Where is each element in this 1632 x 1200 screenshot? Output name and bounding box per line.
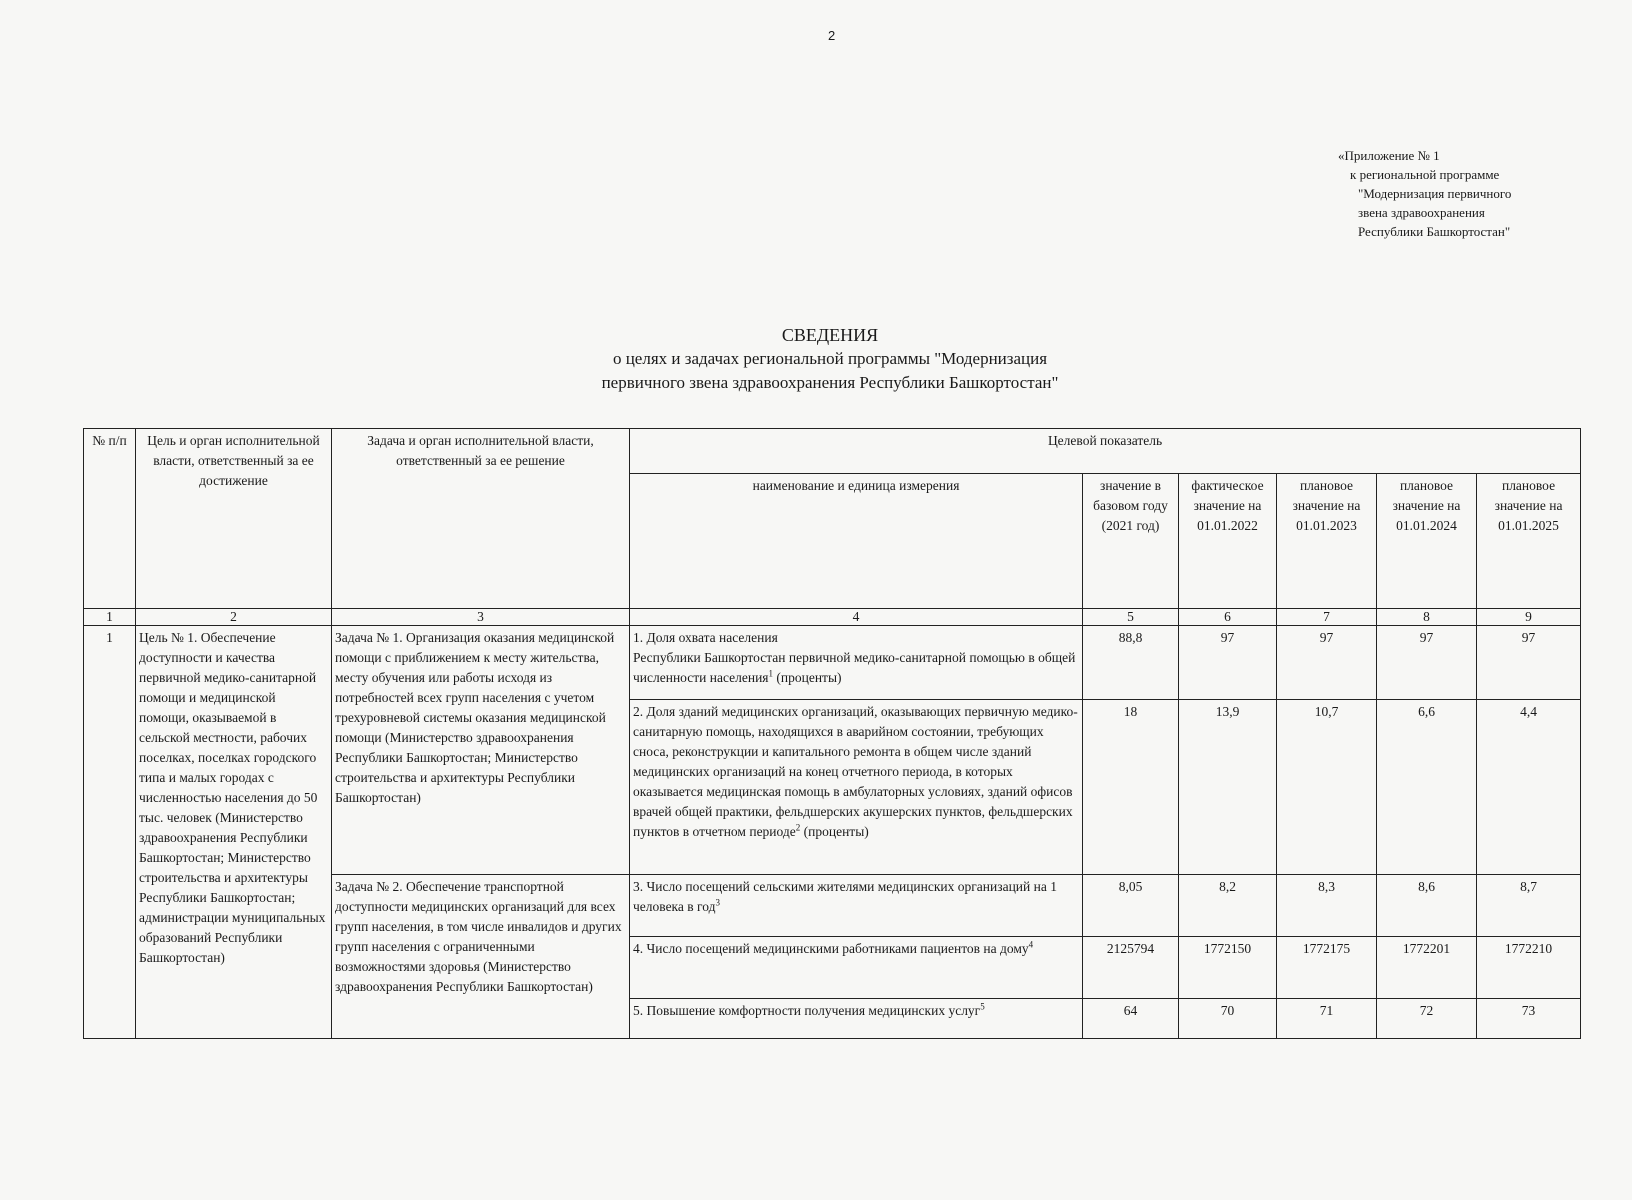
appendix-line-3: "Модернизация первичного <box>1358 186 1512 201</box>
header-base: значение в базовом году (2021 год) <box>1083 474 1179 609</box>
appendix-line-4: звена здравоохранения <box>1358 205 1485 220</box>
header-fact-2022: фактическое значение на 01.01.2022 <box>1179 474 1277 609</box>
indicator-1-base: 88,8 <box>1083 626 1179 700</box>
indicator-2-name <box>630 700 1083 875</box>
indicator-4-plan-2024: 1772201 <box>1377 937 1477 999</box>
appendix-note <box>1338 146 1511 241</box>
indicator-3-plan-2023: 8,3 <box>1277 875 1377 937</box>
indicator-1-fact-2022: 97 <box>1179 626 1277 700</box>
goal-cell: Цель № 1. Обеспечение доступности и качества первичной медико-санитарной помощи и медицинской помощи, оказываемой в сельской местности, рабочих поселках, поселках городского типа и малых городах с численностью населения до 50 тыс. человек (Министерство здравоохранения Республики Башкортостан; Министерство строительства и архитектуры Республики Башкортостан; администрации муниципальных образований Республики Башкортостан) <box>136 626 332 1039</box>
indicator-3-name-text: 3. Число посещений сельскими жителями медицинских организаций на 1 человека в год <box>633 879 1057 914</box>
header-task: Задача и орган исполнительной власти, ответственный за ее решение <box>332 429 630 609</box>
indicator-3-fact-2022: 8,2 <box>1179 875 1277 937</box>
task-1-cell: Задача № 1. Организация оказания медицинской помощи с приближением к месту жительства, месту обучения или работы исходя из потребностей всех групп населения с учетом трехуровневой системы оказания медицинской помощи (Министерство здравоохранения Республики Башкортостан; Министерство строительства и архитектуры Республики Башкортостан) <box>332 626 630 875</box>
indicator-3-name <box>630 875 1083 937</box>
indicator-4-plan-2025: 1772210 <box>1477 937 1581 999</box>
indicator-5-plan-2023: 71 <box>1277 999 1377 1039</box>
indicator-5-fact-2022: 70 <box>1179 999 1277 1039</box>
title-line-3: первичного звена здравоохранения Республики Башкортостан" <box>601 373 1059 392</box>
indicator-3-base: 8,05 <box>1083 875 1179 937</box>
indicator-5-name-text: 5. Повышение комфортности получения медицинских услуг <box>633 1003 981 1018</box>
header-plan-2025: плановое значение на 01.01.2025 <box>1477 474 1581 609</box>
footnote-ref: 4 <box>1028 939 1034 950</box>
column-number-row <box>84 609 1581 626</box>
column-number: 1 <box>84 609 136 626</box>
indicator-1-unit: (проценты) <box>773 670 842 685</box>
indicator-3-plan-2025: 8,7 <box>1477 875 1581 937</box>
indicator-4-plan-2023: 1772175 <box>1277 937 1377 999</box>
indicator-4-base: 2125794 <box>1083 937 1179 999</box>
appendix-line-1: «Приложение № 1 <box>1338 148 1440 163</box>
column-number: 3 <box>332 609 630 626</box>
indicator-1-plan-2024: 97 <box>1377 626 1477 700</box>
appendix-line-5: Республики Башкортостан" <box>1358 224 1511 239</box>
indicator-1-name-b: Республики Башкортостан первичной медико-санитарной помощью в общей численности населения <box>633 650 1076 685</box>
page-number: 2 <box>828 28 836 43</box>
footnote-ref: 5 <box>980 1001 985 1012</box>
footnote-ref: 2 <box>795 822 801 833</box>
table-row <box>84 626 1581 700</box>
indicator-3-plan-2024: 8,6 <box>1377 875 1477 937</box>
footnote-ref: 1 <box>768 668 774 679</box>
column-number: 9 <box>1477 609 1581 626</box>
indicator-2-fact-2022: 13,9 <box>1179 700 1277 875</box>
column-number: 2 <box>136 609 332 626</box>
document-title <box>0 323 1632 395</box>
column-number: 8 <box>1377 609 1477 626</box>
indicator-5-name <box>630 999 1083 1039</box>
indicator-2-plan-2024: 6,6 <box>1377 700 1477 875</box>
header-plan-2024: плановое значение на 01.01.2024 <box>1377 474 1477 609</box>
header-row-1 <box>84 429 1581 474</box>
indicator-1-name <box>630 626 1083 700</box>
goals-table <box>83 428 1581 1039</box>
indicator-5-base: 64 <box>1083 999 1179 1039</box>
header-indicator-group: Целевой показатель <box>630 429 1581 474</box>
column-number: 4 <box>630 609 1083 626</box>
column-number: 6 <box>1179 609 1277 626</box>
header-name: наименование и единица измерения <box>630 474 1083 609</box>
indicator-5-plan-2024: 72 <box>1377 999 1477 1039</box>
indicator-4-fact-2022: 1772150 <box>1179 937 1277 999</box>
row-number: 1 <box>84 626 136 1039</box>
indicator-1-name-a: 1. Доля охвата населения <box>633 630 778 645</box>
indicator-2-base: 18 <box>1083 700 1179 875</box>
task-2-cell: Задача № 2. Обеспечение транспортной доступности медицинских организаций для всех групп населения, в том числе инвалидов и других групп населения с ограниченными возможностями здоровья (Министерство здравоохранения Республики Башкортостан) <box>332 875 630 1039</box>
header-num: № п/п <box>84 429 136 609</box>
column-number: 5 <box>1083 609 1179 626</box>
appendix-line-2: к региональной программе <box>1350 167 1500 182</box>
column-number: 7 <box>1277 609 1377 626</box>
title-heading: СВЕДЕНИЯ <box>781 325 879 345</box>
indicator-4-name <box>630 937 1083 999</box>
indicator-1-plan-2025: 97 <box>1477 626 1581 700</box>
header-plan-2023: плановое значение на 01.01.2023 <box>1277 474 1377 609</box>
indicator-4-name-text: 4. Число посещений медицинскими работниками пациентов на дому <box>633 941 1029 956</box>
indicator-1-plan-2023: 97 <box>1277 626 1377 700</box>
indicator-2-plan-2025: 4,4 <box>1477 700 1581 875</box>
indicator-2-unit: (проценты) <box>800 824 869 839</box>
indicator-5-plan-2025: 73 <box>1477 999 1581 1039</box>
indicator-2-plan-2023: 10,7 <box>1277 700 1377 875</box>
title-line-2: о целях и задачах региональной программы "Модернизация <box>612 349 1048 368</box>
indicator-2-name-text: 2. Доля зданий медицинских организаций, оказывающих первичную медико-санитарную помощь, находящихся в аварийном состоянии, требующих сноса, реконструкции и капитального ремонта в общем числе зданий медицинских организаций на конец отчетного периода, в которых оказывается медицинская помощь в амбулаторных условиях, зданий офисов врачей общей практики, фельдшерских акушерских пунктов, фельдшерских пунктов в отчетном периоде <box>633 704 1078 839</box>
header-goal: Цель и орган исполнительной власти, ответственный за ее достижение <box>136 429 332 609</box>
footnote-ref: 3 <box>715 897 720 908</box>
